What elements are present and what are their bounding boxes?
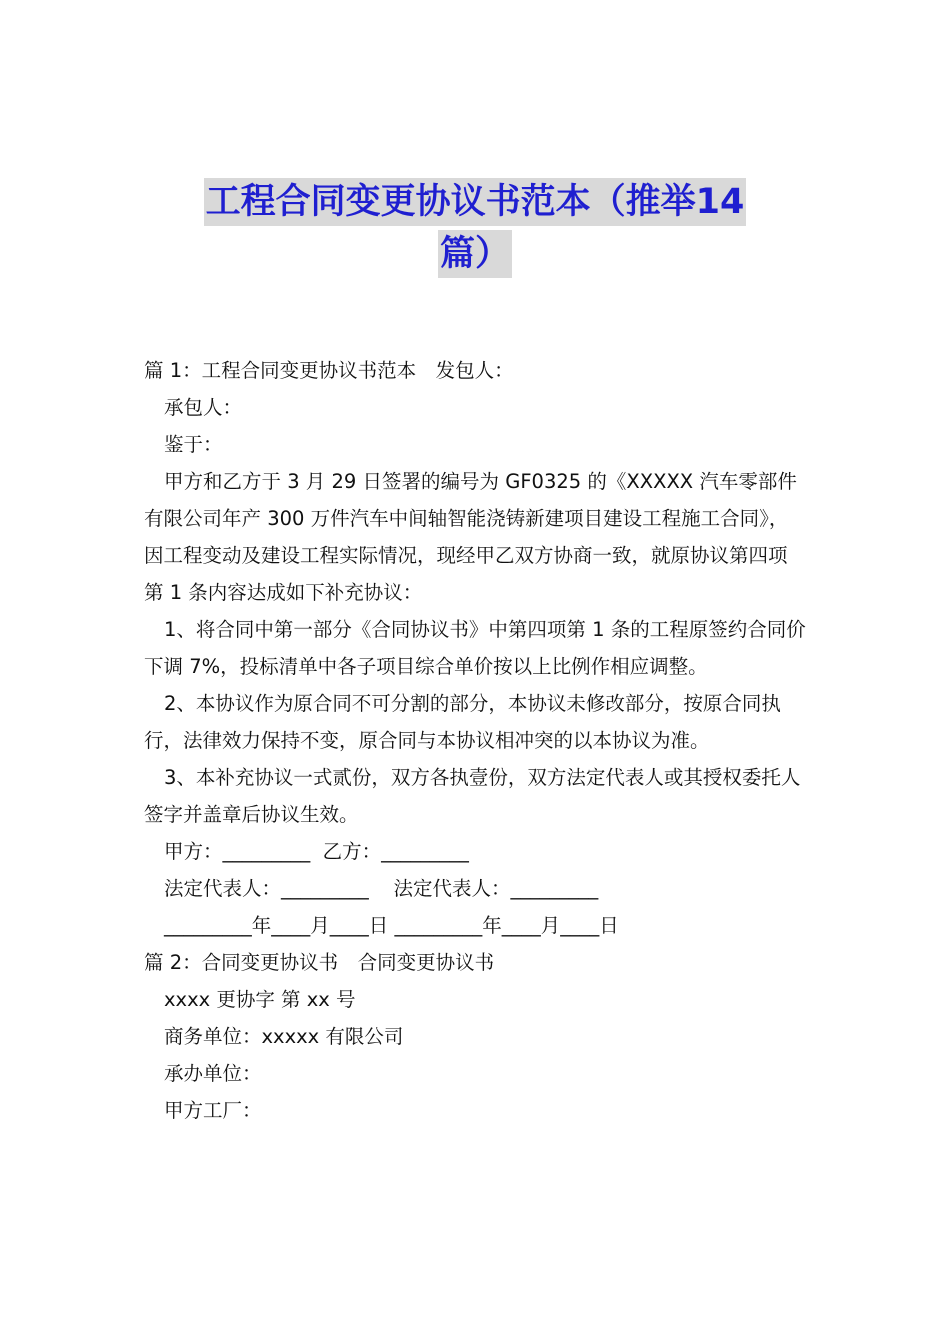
title-line-1: 工程合同变更协议书范本（推举14 (204, 178, 747, 226)
paragraph: xxxx 更协字 第 xx 号 (164, 988, 356, 1011)
paragraph: 3、本补充协议一式贰份，双方各执壹份，双方法定代表人或其授权委托人签字并盖章后协议生效。 (144, 766, 801, 826)
paragraph: 篇 2：合同变更协议书 合同变更协议书 (144, 951, 495, 974)
title-line-2: 篇） (438, 230, 512, 278)
paragraph: 承办单位： (164, 1062, 262, 1085)
paragraph: 商务单位：xxxxx 有限公司 (164, 1025, 404, 1048)
paragraph: 甲方和乙方于 3 月 29 日签署的编号为 GF0325 的《XXXXX 汽车零部件有限公司年产 300 万件汽车中间轴智能浇铸新建项目建设工程施工合同》，因工程变动及建设工程实际情况，现经甲乙双方协商一致，就原协议第四项第 1 条内容达成如下补充协议： (144, 470, 797, 604)
paragraph: 法定代表人：_________ 法定代表人：_________ (164, 877, 599, 900)
paragraph: 2、本协议作为原合同不可分割的部分，本协议未修改部分，按原合同执行，法律效力保持不变，原合同与本协议相冲突的以本协议为准。 (144, 692, 781, 752)
paragraph: 承包人： (164, 396, 243, 419)
paragraph: 甲方：_________ 乙方：_________ (164, 840, 469, 863)
document-title (0, 178, 950, 282)
paragraph: _________年____月____日 _________年____月____日 (164, 914, 619, 937)
paragraph: 鉴于： (164, 433, 223, 456)
paragraph: 甲方工厂： (164, 1099, 262, 1122)
paragraph: 1、将合同中第一部分《合同协议书》中第四项第 1 条的工程原签约合同价下调 7%，投标清单中各子项目综合单价按以上比例作相应调整。 (144, 618, 806, 678)
paragraph: 篇 1：工程合同变更协议书范本 发包人： (144, 359, 514, 382)
document-body (144, 352, 806, 1129)
